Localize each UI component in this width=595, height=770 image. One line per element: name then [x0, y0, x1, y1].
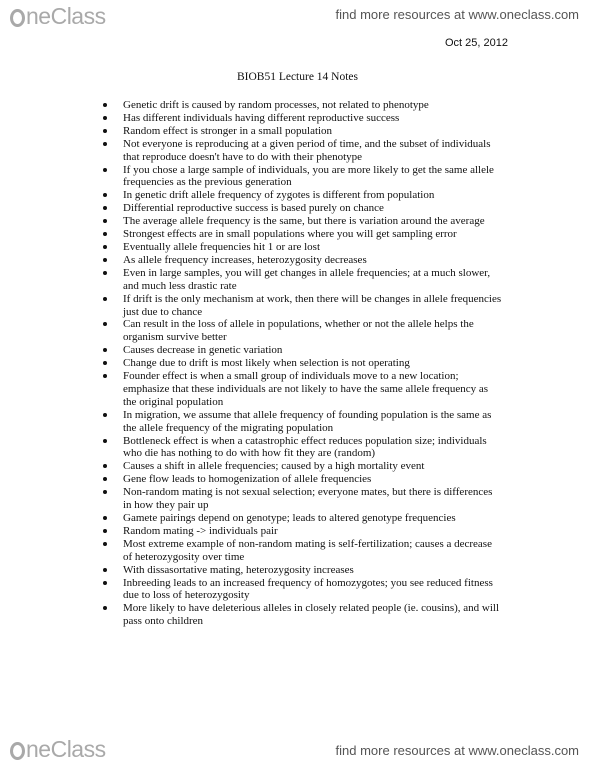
- bullet-icon: [103, 322, 107, 326]
- note-item: [102, 564, 502, 577]
- note-text: Can result in the loss of allele in populations, whether or not the allele helps the organism survive better: [123, 318, 474, 344]
- note-text: Eventually allele frequencies hit 1 or are lost: [123, 240, 321, 253]
- bullet-icon: [103, 568, 107, 572]
- note-text: Not everyone is reproducing at a given period of time, and the subset of individuals that reproduce doesn't have to do with their phenotype: [123, 137, 491, 163]
- document-title: BIOB51 Lecture 14 Notes: [236, 71, 359, 83]
- bullet-icon: [103, 516, 107, 520]
- note-text: As allele frequency increases, heterozygosity decreases: [123, 253, 367, 266]
- note-item: [102, 99, 502, 112]
- note-item: [102, 357, 502, 370]
- logo-text: neClass: [26, 3, 106, 29]
- document-date: Oct 25, 2012: [445, 37, 508, 49]
- oneclass-logo[interactable]: [10, 3, 106, 30]
- note-item: [102, 164, 502, 190]
- bullet-icon: [103, 413, 107, 417]
- note-text: If drift is the only mechanism at work, then there will be changes in allele frequencies just due to chance: [123, 292, 502, 318]
- page-header: [0, 0, 595, 40]
- note-item: [102, 202, 502, 215]
- note-text: Genetic drift is caused by random processes, not related to phenotype: [123, 99, 429, 111]
- bullet-icon: [103, 464, 107, 468]
- bullet-icon: [103, 361, 107, 365]
- note-item: [102, 473, 502, 486]
- note-item: [102, 228, 502, 241]
- footer-promo-link[interactable]: find more resources at www.oneclass.com: [335, 743, 579, 758]
- note-item: [102, 538, 502, 564]
- note-text: Bottleneck effect is when a catastrophic effect reduces population size; individuals who die has nothing to do with how fit they are (random): [123, 434, 487, 460]
- note-text: Causes a shift in allele frequencies; caused by a high mortality event: [123, 460, 425, 473]
- note-text: The average allele frequency is the same, but there is variation around the average: [123, 215, 485, 228]
- note-text: Differential reproductive success is based purely on chance: [123, 202, 384, 215]
- notes-list: [102, 99, 502, 628]
- note-text: Change due to drift is most likely when selection is not operating: [123, 357, 410, 370]
- bullet-icon: [103, 206, 107, 210]
- header-promo-link[interactable]: find more resources at www.oneclass.com: [335, 7, 579, 22]
- bullet-icon: [103, 297, 107, 301]
- bullet-icon: [103, 103, 107, 107]
- bullet-icon: [103, 168, 107, 172]
- note-text: Gamete pairings depend on genotype; leads to altered genotype frequencies: [123, 512, 456, 524]
- bullet-icon: [103, 529, 107, 533]
- bullet-icon: [103, 219, 107, 223]
- note-text: In migration, we assume that allele frequency of founding population is the same as the allele frequency of the migrating population: [123, 408, 492, 434]
- bullet-icon: [103, 271, 107, 275]
- note-text: Random effect is stronger in a small population: [123, 124, 333, 137]
- note-item: [102, 435, 502, 461]
- note-item: [102, 254, 502, 267]
- bullet-icon: [103, 477, 107, 481]
- note-item: [102, 138, 502, 164]
- note-text: With dissasortative mating, heterozygosity increases: [123, 563, 354, 576]
- note-text: Inbreeding leads to an increased frequency of homozygotes; you see reduced fitness due to loss of heterozygosity: [123, 576, 493, 602]
- bullet-icon: [103, 490, 107, 494]
- bullet-icon: [103, 142, 107, 146]
- bullet-icon: [103, 348, 107, 352]
- bullet-icon: [103, 542, 107, 546]
- oneclass-logo[interactable]: [10, 736, 106, 763]
- bullet-icon: [103, 193, 107, 197]
- note-text: Most extreme example of non-random mating is self-fertilization; causes a decrease of heterozygosity over time: [123, 537, 492, 563]
- logo-o-icon: [10, 742, 25, 760]
- note-text: In genetic drift allele frequency of zygotes is different from population: [123, 189, 435, 202]
- note-item: [102, 112, 502, 125]
- note-text: Non-random mating is not sexual selection; everyone mates, but there is differences in how they pair up: [123, 486, 493, 512]
- note-item: [102, 460, 502, 473]
- bullet-icon: [103, 245, 107, 249]
- note-text: Even in large samples, you will get changes in allele frequencies; at a much slower, and much less drastic rate: [123, 266, 491, 292]
- logo-text: neClass: [26, 736, 106, 762]
- note-text: Gene flow leads to homogenization of allele frequencies: [123, 473, 372, 486]
- note-item: [102, 293, 502, 319]
- note-text: If you chose a large sample of individuals, you are more likely to get the same allele frequencies as the previous generation: [123, 163, 494, 189]
- note-text: Founder effect is when a small group of individuals move to a new location; emphasize that these individuals are not likely to have the same allele frequency as the original population: [123, 370, 489, 408]
- note-text: More likely to have deleterious alleles in closely related people (ie. cousins), and will pass onto children: [123, 602, 500, 628]
- note-item: [102, 241, 502, 254]
- page-footer: [0, 728, 595, 770]
- note-item: [102, 267, 502, 293]
- note-item: [102, 344, 502, 357]
- bullet-icon: [103, 258, 107, 262]
- note-item: [102, 318, 502, 344]
- note-item: [102, 486, 502, 512]
- note-text: Strongest effects are in small populations where you will get sampling error: [123, 228, 457, 241]
- bullet-icon: [103, 439, 107, 443]
- bullet-icon: [103, 116, 107, 120]
- note-text: Has different individuals having different reproductive success: [123, 111, 400, 124]
- note-item: [102, 370, 502, 409]
- note-item: [102, 512, 502, 525]
- bullet-icon: [103, 232, 107, 236]
- bullet-icon: [103, 129, 107, 133]
- note-text: Random mating -> individuals pair: [123, 524, 278, 537]
- note-item: [102, 125, 502, 138]
- note-item: [102, 577, 502, 603]
- note-item: [102, 602, 502, 628]
- note-item: [102, 525, 502, 538]
- bullet-icon: [103, 581, 107, 585]
- bullet-icon: [103, 606, 107, 610]
- logo-o-icon: [10, 9, 25, 27]
- note-item: [102, 189, 502, 202]
- note-item: [102, 215, 502, 228]
- note-text: Causes decrease in genetic variation: [123, 344, 283, 357]
- note-item: [102, 409, 502, 435]
- bullet-icon: [103, 374, 107, 378]
